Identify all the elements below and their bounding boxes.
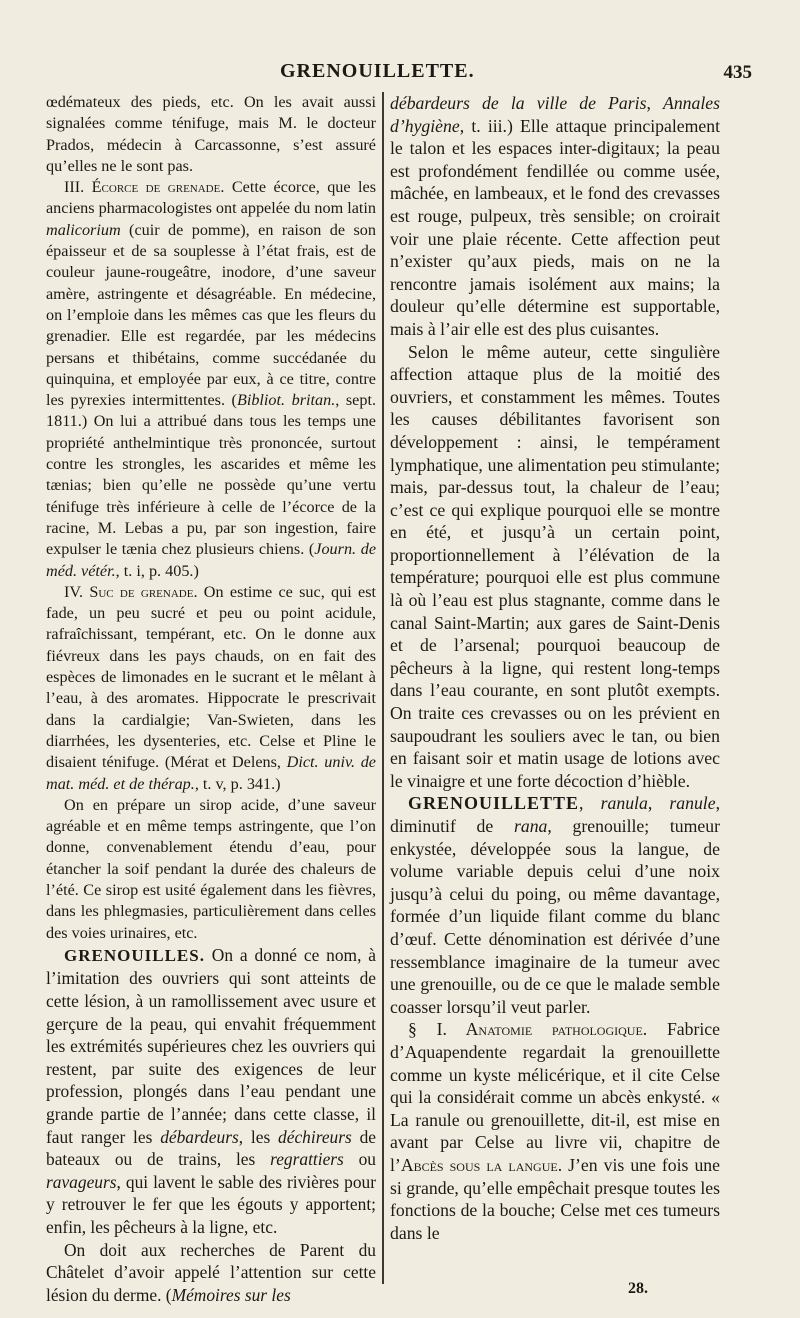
italic-run: débardeurs de la ville de Paris xyxy=(390,93,647,113)
paragraph xyxy=(390,1018,720,1244)
italic-run: débardeurs xyxy=(160,1126,239,1147)
italic-run: rana xyxy=(513,816,548,836)
text-run: de bateaux ou de trains, les xyxy=(46,1126,376,1170)
text-run: , xyxy=(579,793,601,814)
paragraph: œdémateux des pieds, etc. On les avait aussi signalées comme ténifuge, mais M. le docteur Prados, médecin à Carcassonne, s’est assuré qu’elles ne le sont pas. xyxy=(46,93,376,175)
italic-run: Bibliot. britan. xyxy=(236,391,336,410)
text-run: , t. iii.) Elle attaque principalement le talon et les espaces inter-digitaux; la peau est profondément fendillée ou comme usée, mâchée, en lambeaux, et le fond des crevasses est rouge, pulpeux, très sensible; on croirait voir une plaie récente. Cette affection peut n’exister qu’aux pieds, mais on ne la rencontre jamais isolément aux mains; la douleur qu’elle détermine est supportable, mais à l’air elle est des plus cuisantes. xyxy=(390,115,720,339)
text-run: (cuir de pomme), en raison de son épaisseur et de sa souplesse à l’état frais, est de couleur jaune-rougeâtre, inodore, d’une saveur amère, astringente et désagréable. En médecine, on l’emploie dans les mêmes cas que les fleurs du grenadier. Elle est regardée, par les médecins persans et thibétains, comme succédanée du quinquina, et employée par eux, à ce titre, contre les pyrexies intermittentes. ( xyxy=(46,220,376,410)
text-run: . J’en vis une fois une si grande, qu’elle empêchait presque toutes les fonctions de la bouche; Celse met ces tumeurs dans le xyxy=(390,1154,720,1243)
entry-heading: GRENOUILLES. xyxy=(64,945,205,965)
paragraph xyxy=(46,177,376,582)
signature-mark: 28. xyxy=(628,1280,648,1297)
italic-run: Mémoires sur les xyxy=(171,1284,291,1305)
italic-run: déchireurs xyxy=(278,1126,352,1147)
text-run: , les xyxy=(238,1126,279,1147)
italic-run: malicorium xyxy=(46,220,121,239)
text-run: ou xyxy=(343,1149,376,1170)
running-title: GRENOUILLETTE. xyxy=(280,60,475,82)
text-run: , t. i, p. 405.) xyxy=(115,561,199,580)
left-column xyxy=(46,92,376,1306)
paragraph xyxy=(46,582,376,795)
section-heading: IV. Suc de grenade. xyxy=(64,582,198,601)
page-number: 435 xyxy=(723,62,752,83)
section-heading: III. Écorce de grenade. xyxy=(64,178,225,197)
text-run: , xyxy=(646,93,664,113)
text-run: On doit aux recherches de Parent du Châtelet d’avoir appelé l’attention sur cette lésion du derme. ( xyxy=(46,1239,376,1305)
paragraph xyxy=(390,792,720,1018)
paragraph xyxy=(46,1239,376,1307)
text-run: , sept. 1811.) On lui a attribué dans tous les temps une propriété anthelmintique très prononcée, surtout contre les strongles, les ascarides et même les tænias; bien qu’elle ne possède qu’une vertu ténifuge très inférieure à celle de l’écorce de la racine, M. Lebas a pu, par son ingestion, faire expulser le tænia chez plusieurs chiens. ( xyxy=(46,391,376,559)
text-run: Cette écorce, que les anciens pharmacologistes ont appelée du nom latin xyxy=(46,178,376,218)
italic-run: ranule xyxy=(669,793,716,814)
italic-run: Annales d’hygiène xyxy=(390,93,720,136)
paragraph: Selon le même auteur, cette singulière affection attaque plus de la moitié des ouvriers, et constamment les mêmes. Toutes les causes débilitantes favorisent son développement : ainsi, le tempérament lymphatique, une alimentation peu stimulante; mais, par-dessus tout, la chaleur de l’eau; c’est ce qui explique pourquoi elle se montre en été, et jusqu’à un certain point, proportionnellement à l’élévation de la température; pourquoi elle est plus commune là où l’eau est plus stagnante, comme dans le canal Saint-Martin; aux gares de Saint-Denis et de l’arsenal; pourquoi beaucoup de pêcheurs à la ligne, qui restent long-temps dans l’eau courante, en sont plutôt exempts. On traite ces crevasses ou on les prévient en saupoudrant les souliers avec le tan, ou bien en faisant soir et matin usage de lotions avec le vinaigre et une forte décoction d’hièble. xyxy=(390,341,720,791)
paragraph: On en prépare un sirop acide, d’une saveur agréable et en même temps astringente, que l’on donne, convenablement étendu d’eau, pour étancher la soif pendant la durée des chaleurs de l’été. Ce sirop est usité également dans les fièvres, dans les phlegmasies, particulièrement dans celles des voies urinaires, etc. xyxy=(46,795,376,942)
text-run: , qui lavent le sable des rivières pour y retrouver le fer que les égouts y apportent; enfin, les pêcheurs à la ligne, etc. xyxy=(46,1171,376,1237)
text-run: , grenouille; tumeur enkystée, développée sous la langue, de volume variable depuis celui d’une noix jusqu’à celui du poing, ou même davantage, formée d’un liquide filant comme du blanc d’œuf. Cette dénomination est dérivée d’une ressemblance imaginaire de la tumeur avec une grenouille, ou de ce que le malade semble coasser lorsqu’il veut parler. xyxy=(390,816,720,1017)
paragraph xyxy=(46,944,376,1239)
text-run: Fabrice d’Aquapendente regardait la grenouillette comme un kyste mélicérique, et il cite Celse qui la considérait comme un abcès enkysté. « La ranule ou grenouillette, dit-il, est mise en avant par Celse au livre vii, chapitre de l’ xyxy=(390,1019,720,1175)
text-run: , t. v, p. 341.) xyxy=(194,774,281,793)
page-header xyxy=(0,60,800,90)
text-run: On estime ce suc, qui est fade, un peu sucré et peu ou point acidule, rafraîchissant, tempérant, etc. On le donne aux fiévreux dans les pays chauds, on en fait des espèces de limonades en le sucrant et le mêlant à l’eau, à des aromates. Hippocrate le prescrivait dans la cardialgie; Van-Swieten, dans les diarrhées, les dysenteries, etc. Celse et Pline le disaient ténifuge. (Mérat et Delens, xyxy=(46,582,377,772)
section-heading: § I. Anatomie pathologique. xyxy=(408,1019,648,1040)
text-run: , diminutif de xyxy=(390,793,720,836)
text-run: On a donné ce nom, à l’imitation des ouvriers qui sont atteints de cette lésion, à un ramollissement avec usure et gerçure de la peau, qui envahit fréquemment les extrémités supérieures chez les ouvriers qui restent, par suite des exigences de leur profession, plongés dans l’eau pendant une grande partie de l’année; dans cette classe, il faut ranger les xyxy=(46,944,376,1147)
smallcaps-run: Abcès sous la langue xyxy=(400,1154,558,1175)
italic-run: Dict. univ. de mat. méd. et de thérap. xyxy=(46,753,376,793)
text-run: , xyxy=(647,793,670,814)
italic-run: regrattiers xyxy=(270,1149,344,1170)
paragraph xyxy=(390,92,720,341)
column-divider xyxy=(382,92,384,1284)
italic-run: ravageurs xyxy=(46,1171,117,1192)
entry-heading: GRENOUILLETTE xyxy=(408,793,580,814)
italic-run: ranula xyxy=(600,793,648,814)
italic-run: Journ. de méd. vétér. xyxy=(46,540,377,580)
right-column xyxy=(390,92,720,1244)
